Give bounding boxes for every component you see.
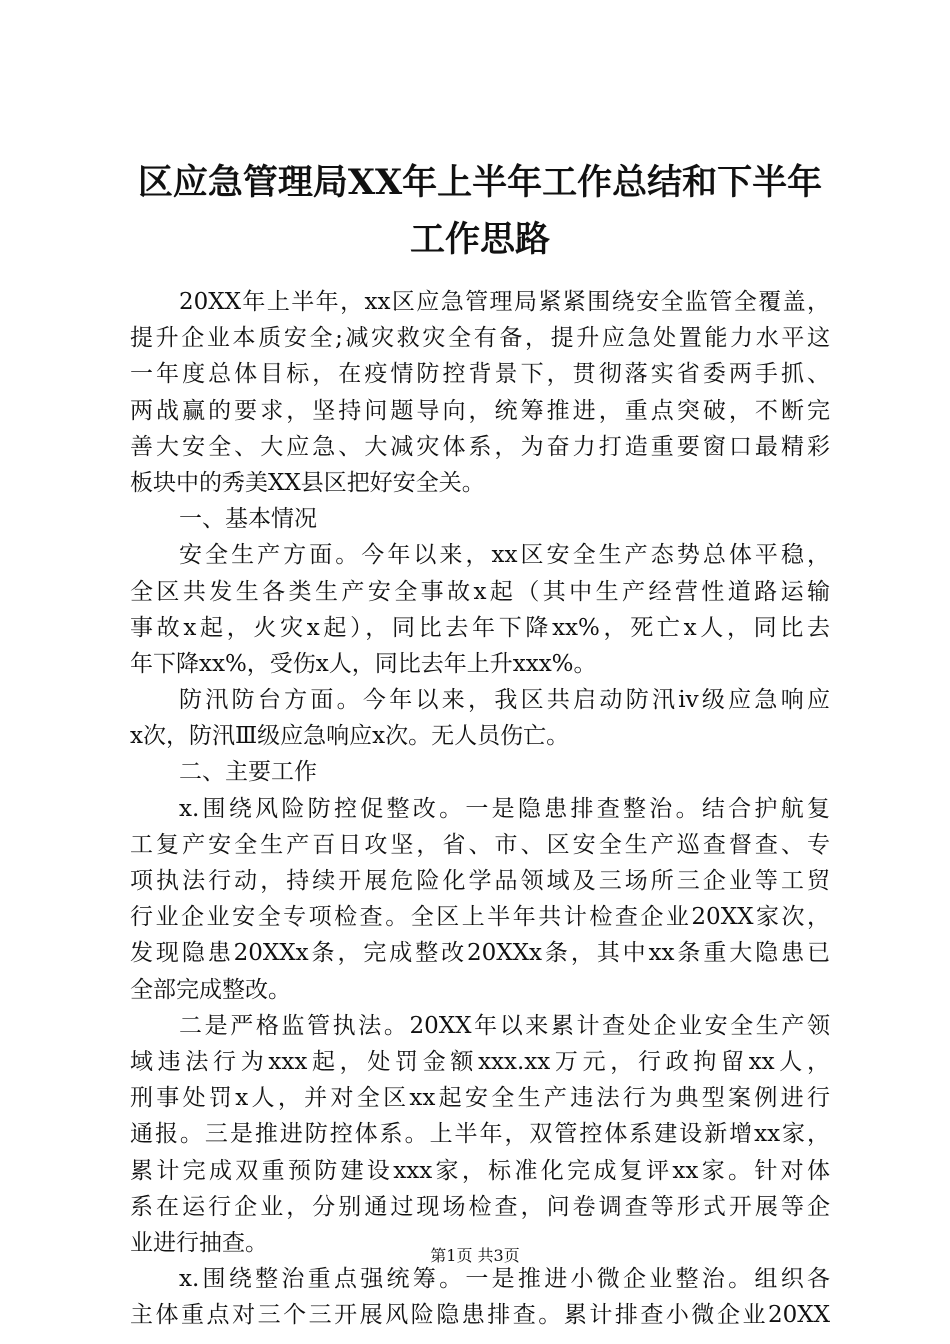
body-text-line: x.围绕整治重点强统筹。一是推进小微企业整治。组织各 — [179, 1266, 830, 1293]
body-text-line: 通报。三是推进防控体系。上半年，双管控体系建设新增xx家， — [130, 1121, 830, 1148]
body-text-line: 事故x起，火灾x起），同比去年下降xx%，死亡x人，同比去 — [130, 614, 830, 641]
body-text-line: 发现隐患20XXx条，完成整改20XXx条，其中xx条重大隐患已 — [130, 940, 830, 967]
body-text-line: x次，防汛Ⅲ级应急响应x次。无人员伤亡。 — [130, 723, 570, 750]
body-text-line: 一、基本情况 — [179, 506, 317, 533]
body-text-line: 两战赢的要求，坚持问题导向，统筹推进，重点突破，不断完 — [130, 397, 830, 424]
body-text-line: 20XX年上半年，xx区应急管理局紧紧围绕安全监管全覆盖， — [179, 289, 830, 315]
body-text-line: 业进行抽查。 — [130, 1229, 268, 1256]
body-text-line: 行业企业安全专项检查。全区上半年共计检查企业20XX家次， — [130, 904, 830, 931]
body-text-line: 主体重点对三个三开展风险隐患排查。累计排查小微企业20XX — [130, 1302, 830, 1329]
body-text-line: 一年度总体目标，在疫情防控背景下，贯彻落实省委两手抓、 — [130, 361, 830, 388]
body-text-line: 项执法行动，持续开展危险化学品领域及三场所三企业等工贸 — [130, 868, 830, 894]
document-title-line-1: 区应急管理局XX年上半年工作总结和下半年 — [137, 162, 823, 203]
body-text-line: x.围绕风险防控促整改。一是隐患排查整治。结合护航复 — [179, 795, 830, 822]
body-text-line: 提升企业本质安全;减灾救灾全有备，提升应急处置能力水平这 — [130, 325, 830, 352]
body-text-line: 年下降xx%，受伤x人，同比去年上升xxx%。 — [130, 650, 597, 677]
body-text-line: 板块中的秀美XX县区把好安全关。 — [130, 469, 485, 496]
body-text-line: 刑事处罚x人，并对全区xx起安全生产违法行为典型案例进行 — [130, 1085, 830, 1112]
body-text-line: 累计完成双重预防建设xxx家，标准化完成复评xx家。针对体 — [130, 1157, 830, 1184]
page-number-footer: 第1页 共3页 — [430, 1246, 520, 1265]
body-text-line: 全部完成整改。 — [130, 976, 291, 1003]
body-text-line: 工复产安全生产百日攻坚，省、市、区安全生产巡查督查、专 — [130, 831, 830, 858]
body-text-line: 善大安全、大应急、大减灾体系，为奋力打造重要窗口最精彩 — [130, 433, 830, 460]
body-text-line: 域违法行为xxx起，处罚金额xxx.xx万元，行政拘留xx人， — [130, 1048, 830, 1075]
body-text-line: 防汛防台方面。今年以来，我区共启动防汛iv级应急响应 — [179, 687, 830, 714]
body-text-line: 全区共发生各类生产安全事故x起（其中生产经营性道路运输 — [130, 578, 830, 605]
body-text-line: 二、主要工作 — [179, 759, 317, 786]
body-text-line: 安全生产方面。今年以来，xx区安全生产态势总体平稳， — [179, 542, 830, 569]
document-title-line-2: 工作思路 — [409, 219, 550, 260]
body-text-line: 系在运行企业，分别通过现场检查，问卷调查等形式开展等企 — [130, 1193, 830, 1220]
body-text-line: 二是严格监管执法。20XX年以来累计查处企业安全生产领 — [179, 1012, 830, 1039]
